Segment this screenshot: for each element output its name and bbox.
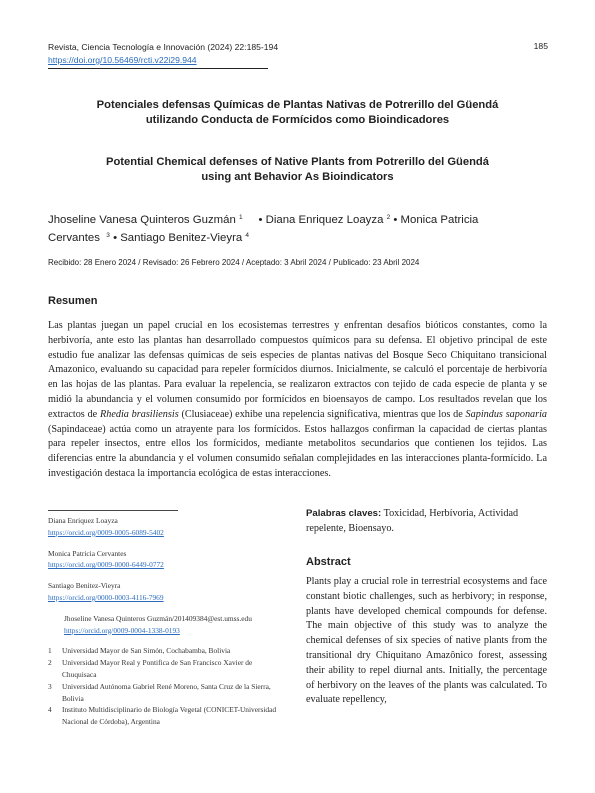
author-3: • Monica Patricia Cervantes (48, 214, 479, 244)
keywords (306, 507, 547, 537)
note-author-4-orcid[interactable]: https://orcid.org/0000-0003-4116-7969 (48, 592, 164, 602)
footnote-divider (48, 510, 178, 511)
affiliation-item: 1 Universidad Mayor de San Simón, Cochabamba, Bolivia (48, 646, 231, 656)
journal-header (48, 41, 278, 67)
author-1-affil: 1 (239, 214, 243, 221)
author-1: Jhoseline Vanesa Quinteros Guzmán (48, 214, 236, 226)
author-notes (48, 515, 288, 728)
note-author-3-name: Monica Patricia Cervantes (48, 548, 127, 558)
affiliation-item: 3 Universidad Autónoma Gabriel René Moreno, Santa Cruz de la Sierra, Bolivia (48, 681, 271, 703)
note-author-3 (48, 548, 288, 572)
author-2-affil: 2 (386, 214, 391, 221)
author-4-affil: 4 (245, 232, 250, 239)
author-3-affil: 3 (106, 232, 110, 239)
abstract-body: Plants play a crucial role in terrestrial ecosystems and face constant biotic challenges, such as herbivory; in response, plants have developed chemical compounds for defense. The main objective of this study was to analyze the chemical defenses of six species of native plants from the transitional dry Chiquitano Amazônico forest, assessing their ability to repel diurnal ants. Initially, the percentage of herbivory on the leaves of the plants was calculated. To evaluate repellency, (306, 576, 547, 706)
author-2: • Diana Enriquez Loayza (258, 214, 384, 226)
title-spanish (40, 98, 555, 128)
note-author-2-name: Diana Enriquez Loayza (48, 516, 118, 525)
title-spanish-line-2: utilizando Conducta de Formícidos como Bioindicadores (145, 114, 450, 126)
title-english-line-2: using ant Behavior As Bioindicators (201, 171, 394, 183)
note-author-4-name: Santiago Benitez-Vieyra (48, 581, 121, 591)
resumen-heading: Resumen (48, 295, 98, 307)
species-sapindus: Sapindus saponaria (465, 408, 548, 420)
title-english-line-1: Potential Chemical defenses of Native Plants from Potrerillo del Güendá (106, 156, 489, 168)
resumen-text-3: (Sapindaceae) actúa como un atrayente para los formícidos. Estos hallazgos confirman la capacidad de ciertas plantas para repeler insectos, entre ellos los formícidos, mediante metabolitos secundarios que contienen los tejidos. Las diferencias entre la abundancia y el volumen consumido señalan complejidades en las interacciones planta-formícido. La investigación destaca la importancia ecológica de estas interacciones. (48, 423, 547, 479)
title-spanish-line-1: Potenciales defensas Químicas de Plantas Nativas de Potrerillo del Güendá (96, 99, 499, 111)
author-list (48, 210, 518, 246)
resumen-text-1: Las plantas juegan un papel crucial en los ecosistemas terrestres y enfrentan desafíos bióticos constantes, como la herbivoría, ante esto las plantas han desarrollado compuestos químicos para su defensa. El objetivo principal de este estudio fue analizar las defensas químicas de seis especies de plantas nativas del Bosque Seco Chiquitano transicional Amazonico, evaluando su capacidad para repeler formícidos diurnos. Inicialmente, se calculó el porcentaje de herbivoría en las hojas de las plantas. Para evaluar la repelencia, se realizaron extractos con tejido de cada especie de planta y se midió la abundancia y el volumen consumido por formícidos en bioensayos de campo. Los resultados revelan que los extractos de (48, 320, 547, 420)
keywords-text: Toxicidad, Herbívoria, Actividad repelente, Bioensayo. (306, 508, 519, 534)
keywords-label: Palabras claves: (306, 508, 382, 519)
affiliation-list (48, 645, 288, 728)
note-author-3-orcid[interactable]: https://orcid.org/0009-0000-6449-0772 (48, 560, 164, 570)
note-author-2-orcid[interactable]: https://orcid.org/0009-0005-6089-5402 (48, 527, 164, 537)
note-author-1 (48, 613, 288, 637)
note-author-1-name: Jhoseline Vanesa Quinteros Guzmán/201409384@est.umss.edu (64, 613, 252, 623)
article-dates: Recibido: 28 Enero 2024 / Revisado: 26 Febrero 2024 / Aceptado: 3 Abril 2024 / Publicado: 23 Abril 2024 (48, 258, 420, 267)
doi-link[interactable]: https://doi.org/10.56469/rcti.v22i29.944 (48, 55, 197, 65)
author-4: • Santiago Benitez-Vieyra (113, 232, 243, 244)
resumen-text-2: (Clusiaceae) exhibe una repelencia significativa, mientras que los de (178, 408, 466, 420)
affiliation-item: 4 Instituto Multidisciplinario de Biología Vegetal (CONICET-Universidad Nacional de Córdoba), Argentina (48, 705, 277, 727)
resumen-body (48, 319, 547, 482)
note-author-1-orcid[interactable]: https://orcid.org/0009-0004-1338-0193 (64, 625, 180, 635)
affiliation-item: 2 Universidad Mayor Real y Pontifica de San Francisco Xavier de Chuquisaca (48, 658, 253, 679)
note-author-4 (48, 580, 288, 604)
species-rhedia: Rhedia brasiliensis (100, 408, 179, 420)
abstract-heading: Abstract (306, 556, 351, 568)
title-english (40, 155, 555, 185)
journal-citation: Revista, Ciencia Tecnología e Innovación (2024) 22:185-194 (48, 42, 279, 52)
page-number: 185 (533, 41, 548, 51)
note-author-2 (48, 515, 288, 539)
header-divider (48, 68, 268, 69)
